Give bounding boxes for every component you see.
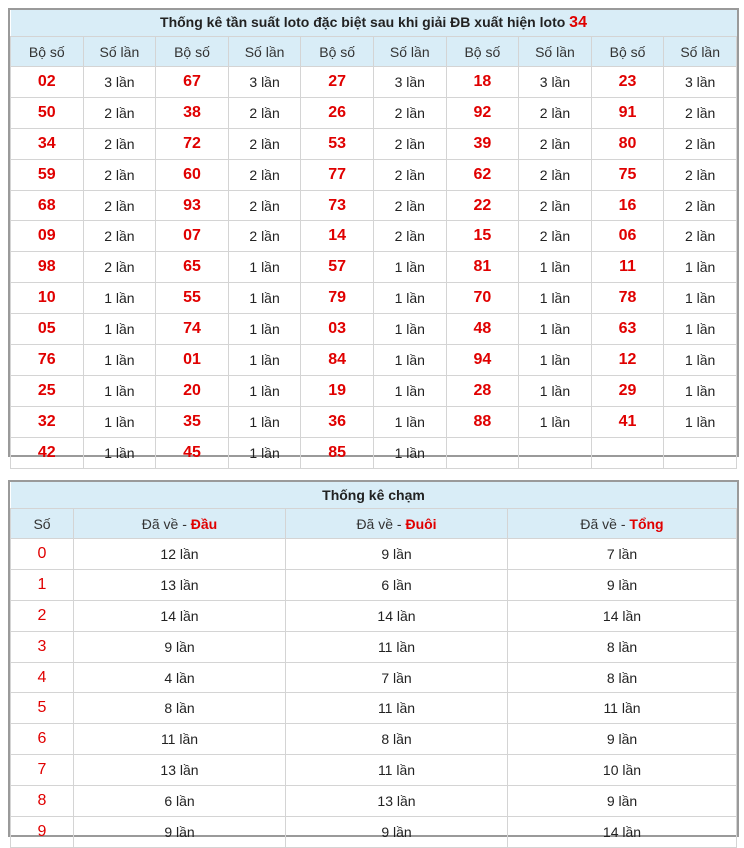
digit-cell: 9 bbox=[11, 817, 74, 848]
pair-number: 84 bbox=[301, 345, 374, 376]
pair-number: 48 bbox=[446, 314, 519, 345]
sum-count: 9 lần bbox=[508, 786, 737, 817]
table-row bbox=[11, 283, 737, 314]
sum-count: 9 lần bbox=[508, 724, 737, 755]
pair-number: 67 bbox=[156, 67, 229, 98]
pair-count: 2 lần bbox=[228, 221, 301, 252]
pair-count: 1 lần bbox=[664, 314, 737, 345]
pair-count: 1 lần bbox=[519, 252, 592, 283]
table-row bbox=[11, 539, 737, 570]
head-count: 12 lần bbox=[74, 539, 286, 570]
pair-number: 94 bbox=[446, 345, 519, 376]
pair-number: 22 bbox=[446, 190, 519, 221]
pair-count: 1 lần bbox=[83, 314, 156, 345]
table-row bbox=[11, 569, 737, 600]
pair-number: 62 bbox=[446, 159, 519, 190]
pair-number: 80 bbox=[591, 128, 664, 159]
pair-number: 53 bbox=[301, 128, 374, 159]
pair-count: 1 lần bbox=[83, 437, 156, 468]
pair-number: 39 bbox=[446, 128, 519, 159]
pair-count: 1 lần bbox=[373, 345, 446, 376]
tail-count: 8 lần bbox=[286, 724, 508, 755]
tail-count: 6 lần bbox=[286, 569, 508, 600]
pair-number: 20 bbox=[156, 375, 229, 406]
col-pair-header: Bộ số bbox=[11, 37, 84, 67]
pair-number: 98 bbox=[11, 252, 84, 283]
pair-number: 42 bbox=[11, 437, 84, 468]
head-count: 14 lần bbox=[74, 600, 286, 631]
pair-number: 73 bbox=[301, 190, 374, 221]
pair-count: 1 lần bbox=[664, 252, 737, 283]
table-row bbox=[11, 631, 737, 662]
col-pair-header: Bộ số bbox=[446, 37, 519, 67]
tail-count: 13 lần bbox=[286, 786, 508, 817]
pair-number: 34 bbox=[11, 128, 84, 159]
frequency-table-body bbox=[11, 67, 737, 469]
pair-count: 1 lần bbox=[519, 314, 592, 345]
pair-number: 72 bbox=[156, 128, 229, 159]
pair-number: 55 bbox=[156, 283, 229, 314]
col-pair-header: Bộ số bbox=[156, 37, 229, 67]
pair-number: 88 bbox=[446, 406, 519, 437]
pair-number: 79 bbox=[301, 283, 374, 314]
pair-number: 11 bbox=[591, 252, 664, 283]
pair-number: 01 bbox=[156, 345, 229, 376]
pair-count: 2 lần bbox=[228, 159, 301, 190]
pair-count: 3 lần bbox=[83, 67, 156, 98]
pair-number: 05 bbox=[11, 314, 84, 345]
pair-count: 2 lần bbox=[519, 128, 592, 159]
pair-count: 3 lần bbox=[519, 67, 592, 98]
head-count: 13 lần bbox=[74, 755, 286, 786]
pair-number: 38 bbox=[156, 97, 229, 128]
head-count: 6 lần bbox=[74, 786, 286, 817]
digit-cell: 4 bbox=[11, 662, 74, 693]
pair-count: 1 lần bbox=[664, 406, 737, 437]
digit-cell: 2 bbox=[11, 600, 74, 631]
pair-count: 2 lần bbox=[83, 190, 156, 221]
sum-count: 9 lần bbox=[508, 569, 737, 600]
digit-cell: 3 bbox=[11, 631, 74, 662]
col-count-header: Số lần bbox=[228, 37, 301, 67]
pair-number: 27 bbox=[301, 67, 374, 98]
pair-count: 1 lần bbox=[228, 375, 301, 406]
digit-cell: 0 bbox=[11, 539, 74, 570]
pair-number: 29 bbox=[591, 375, 664, 406]
touch-panel bbox=[8, 480, 739, 840]
pair-count: 3 lần bbox=[373, 67, 446, 98]
tail-count: 9 lần bbox=[286, 817, 508, 848]
pair-number: 81 bbox=[446, 252, 519, 283]
pair-number: 36 bbox=[301, 406, 374, 437]
pair-count: 1 lần bbox=[664, 375, 737, 406]
tail-count: 7 lần bbox=[286, 662, 508, 693]
pair-number: 93 bbox=[156, 190, 229, 221]
digit-cell: 7 bbox=[11, 755, 74, 786]
pair-count: 2 lần bbox=[83, 252, 156, 283]
pair-number: 78 bbox=[591, 283, 664, 314]
head-count: 9 lần bbox=[74, 631, 286, 662]
digit-cell: 1 bbox=[11, 569, 74, 600]
table-row bbox=[11, 221, 737, 252]
pair-number: 57 bbox=[301, 252, 374, 283]
pair-count: 2 lần bbox=[519, 190, 592, 221]
table-row bbox=[11, 345, 737, 376]
pair-count: 1 lần bbox=[519, 283, 592, 314]
table-row bbox=[11, 406, 737, 437]
col-count-header: Số lần bbox=[664, 37, 737, 67]
digit-cell: 6 bbox=[11, 724, 74, 755]
pair-number: 06 bbox=[591, 221, 664, 252]
pair-number: 75 bbox=[591, 159, 664, 190]
tail-count: 11 lần bbox=[286, 631, 508, 662]
pair-number: 15 bbox=[446, 221, 519, 252]
pair-count: 2 lần bbox=[83, 128, 156, 159]
pair-count: 1 lần bbox=[228, 314, 301, 345]
sum-count: 14 lần bbox=[508, 817, 737, 848]
col-digit-header: Số bbox=[11, 509, 74, 539]
pair-count: 2 lần bbox=[373, 190, 446, 221]
col-tail-header: Đã về - Đuôi bbox=[286, 509, 508, 539]
table-row bbox=[11, 817, 737, 848]
pair-count: 2 lần bbox=[228, 128, 301, 159]
pair-number: 07 bbox=[156, 221, 229, 252]
tail-count: 11 lần bbox=[286, 755, 508, 786]
col-count-header: Số lần bbox=[373, 37, 446, 67]
pair-count: 1 lần bbox=[228, 345, 301, 376]
pair-count: 2 lần bbox=[83, 97, 156, 128]
col-sum-header: Đã về - Tổng bbox=[508, 509, 737, 539]
pair-number: 45 bbox=[156, 437, 229, 468]
pair-count: 2 lần bbox=[83, 221, 156, 252]
pair-count: 1 lần bbox=[83, 375, 156, 406]
pair-number: 50 bbox=[11, 97, 84, 128]
frequency-table bbox=[10, 10, 737, 469]
touch-table-body bbox=[11, 539, 737, 848]
table-row bbox=[11, 67, 737, 98]
pair-number: 28 bbox=[446, 375, 519, 406]
pair-count: 1 lần bbox=[228, 406, 301, 437]
tail-count: 14 lần bbox=[286, 600, 508, 631]
pair-number bbox=[591, 437, 664, 468]
pair-number: 25 bbox=[11, 375, 84, 406]
pair-number: 10 bbox=[11, 283, 84, 314]
pair-number: 18 bbox=[446, 67, 519, 98]
table-row bbox=[11, 693, 737, 724]
table-row bbox=[11, 128, 737, 159]
pair-number: 91 bbox=[591, 97, 664, 128]
table-row bbox=[11, 600, 737, 631]
table-row bbox=[11, 786, 737, 817]
pair-count: 2 lần bbox=[83, 159, 156, 190]
pair-number: 12 bbox=[591, 345, 664, 376]
pair-count: 1 lần bbox=[373, 252, 446, 283]
head-count: 8 lần bbox=[74, 693, 286, 724]
pair-number bbox=[446, 437, 519, 468]
pair-number: 60 bbox=[156, 159, 229, 190]
pair-number: 70 bbox=[446, 283, 519, 314]
col-pair-header: Bộ số bbox=[591, 37, 664, 67]
pair-number: 14 bbox=[301, 221, 374, 252]
pair-count: 2 lần bbox=[664, 159, 737, 190]
pair-count: 1 lần bbox=[664, 345, 737, 376]
frequency-table-title bbox=[11, 10, 737, 37]
pair-count: 1 lần bbox=[83, 345, 156, 376]
pair-count: 1 lần bbox=[373, 437, 446, 468]
pair-count: 2 lần bbox=[373, 128, 446, 159]
tail-count: 11 lần bbox=[286, 693, 508, 724]
pair-count: 2 lần bbox=[664, 190, 737, 221]
col-count-header: Số lần bbox=[519, 37, 592, 67]
head-count: 11 lần bbox=[74, 724, 286, 755]
touch-header-row bbox=[11, 509, 737, 539]
sum-count: 8 lần bbox=[508, 631, 737, 662]
head-count: 4 lần bbox=[74, 662, 286, 693]
pair-number: 68 bbox=[11, 190, 84, 221]
pair-count: 1 lần bbox=[228, 252, 301, 283]
col-pair-header: Bộ số bbox=[301, 37, 374, 67]
pair-count bbox=[664, 437, 737, 468]
pair-count: 2 lần bbox=[519, 97, 592, 128]
tail-count: 9 lần bbox=[286, 539, 508, 570]
table-row bbox=[11, 437, 737, 468]
table-row bbox=[11, 755, 737, 786]
sum-count: 10 lần bbox=[508, 755, 737, 786]
pair-count: 3 lần bbox=[228, 67, 301, 98]
sum-count: 8 lần bbox=[508, 662, 737, 693]
pair-count: 2 lần bbox=[519, 159, 592, 190]
pair-count: 1 lần bbox=[83, 283, 156, 314]
pair-count: 1 lần bbox=[664, 283, 737, 314]
pair-number: 85 bbox=[301, 437, 374, 468]
pair-number: 74 bbox=[156, 314, 229, 345]
pair-count: 1 lần bbox=[373, 375, 446, 406]
pair-count bbox=[519, 437, 592, 468]
pair-number: 77 bbox=[301, 159, 374, 190]
digit-cell: 5 bbox=[11, 693, 74, 724]
table-row bbox=[11, 662, 737, 693]
table-row bbox=[11, 724, 737, 755]
pair-number: 19 bbox=[301, 375, 374, 406]
pair-count: 1 lần bbox=[519, 375, 592, 406]
pair-count: 2 lần bbox=[373, 221, 446, 252]
pair-number: 16 bbox=[591, 190, 664, 221]
table-row bbox=[11, 252, 737, 283]
sum-count: 7 lần bbox=[508, 539, 737, 570]
pair-count: 1 lần bbox=[373, 406, 446, 437]
title-number: 34 bbox=[569, 14, 587, 31]
sum-count: 14 lần bbox=[508, 600, 737, 631]
pair-number: 41 bbox=[591, 406, 664, 437]
pair-number: 59 bbox=[11, 159, 84, 190]
pair-number: 35 bbox=[156, 406, 229, 437]
digit-cell: 8 bbox=[11, 786, 74, 817]
head-count: 9 lần bbox=[74, 817, 286, 848]
frequency-header-row bbox=[11, 37, 737, 67]
pair-count: 1 lần bbox=[228, 437, 301, 468]
pair-count: 3 lần bbox=[664, 67, 737, 98]
pair-number: 09 bbox=[11, 221, 84, 252]
sum-count: 11 lần bbox=[508, 693, 737, 724]
pair-number: 92 bbox=[446, 97, 519, 128]
col-count-header: Số lần bbox=[83, 37, 156, 67]
touch-table-title: Thống kê chạm bbox=[11, 482, 737, 509]
pair-count: 2 lần bbox=[664, 128, 737, 159]
pair-count: 2 lần bbox=[664, 221, 737, 252]
pair-count: 2 lần bbox=[228, 97, 301, 128]
table-row bbox=[11, 159, 737, 190]
title-text: Thống kê tần suất loto đặc biệt sau khi giải ĐB xuất hiện loto bbox=[160, 14, 566, 30]
table-row bbox=[11, 375, 737, 406]
pair-number: 03 bbox=[301, 314, 374, 345]
pair-count: 1 lần bbox=[519, 345, 592, 376]
frequency-panel bbox=[8, 8, 739, 461]
pair-count: 2 lần bbox=[228, 190, 301, 221]
pair-number: 23 bbox=[591, 67, 664, 98]
table-row bbox=[11, 314, 737, 345]
pair-count: 1 lần bbox=[373, 283, 446, 314]
pair-number: 76 bbox=[11, 345, 84, 376]
pair-count: 1 lần bbox=[228, 283, 301, 314]
col-head-header: Đã về - Đầu bbox=[74, 509, 286, 539]
pair-number: 32 bbox=[11, 406, 84, 437]
pair-count: 2 lần bbox=[373, 97, 446, 128]
pair-number: 26 bbox=[301, 97, 374, 128]
table-row bbox=[11, 97, 737, 128]
pair-count: 1 lần bbox=[83, 406, 156, 437]
pair-count: 2 lần bbox=[664, 97, 737, 128]
pair-number: 63 bbox=[591, 314, 664, 345]
pair-count: 2 lần bbox=[373, 159, 446, 190]
pair-number: 65 bbox=[156, 252, 229, 283]
table-row bbox=[11, 190, 737, 221]
head-count: 13 lần bbox=[74, 569, 286, 600]
pair-number: 02 bbox=[11, 67, 84, 98]
pair-count: 2 lần bbox=[519, 221, 592, 252]
pair-count: 1 lần bbox=[373, 314, 446, 345]
touch-table bbox=[10, 482, 737, 848]
pair-count: 1 lần bbox=[519, 406, 592, 437]
